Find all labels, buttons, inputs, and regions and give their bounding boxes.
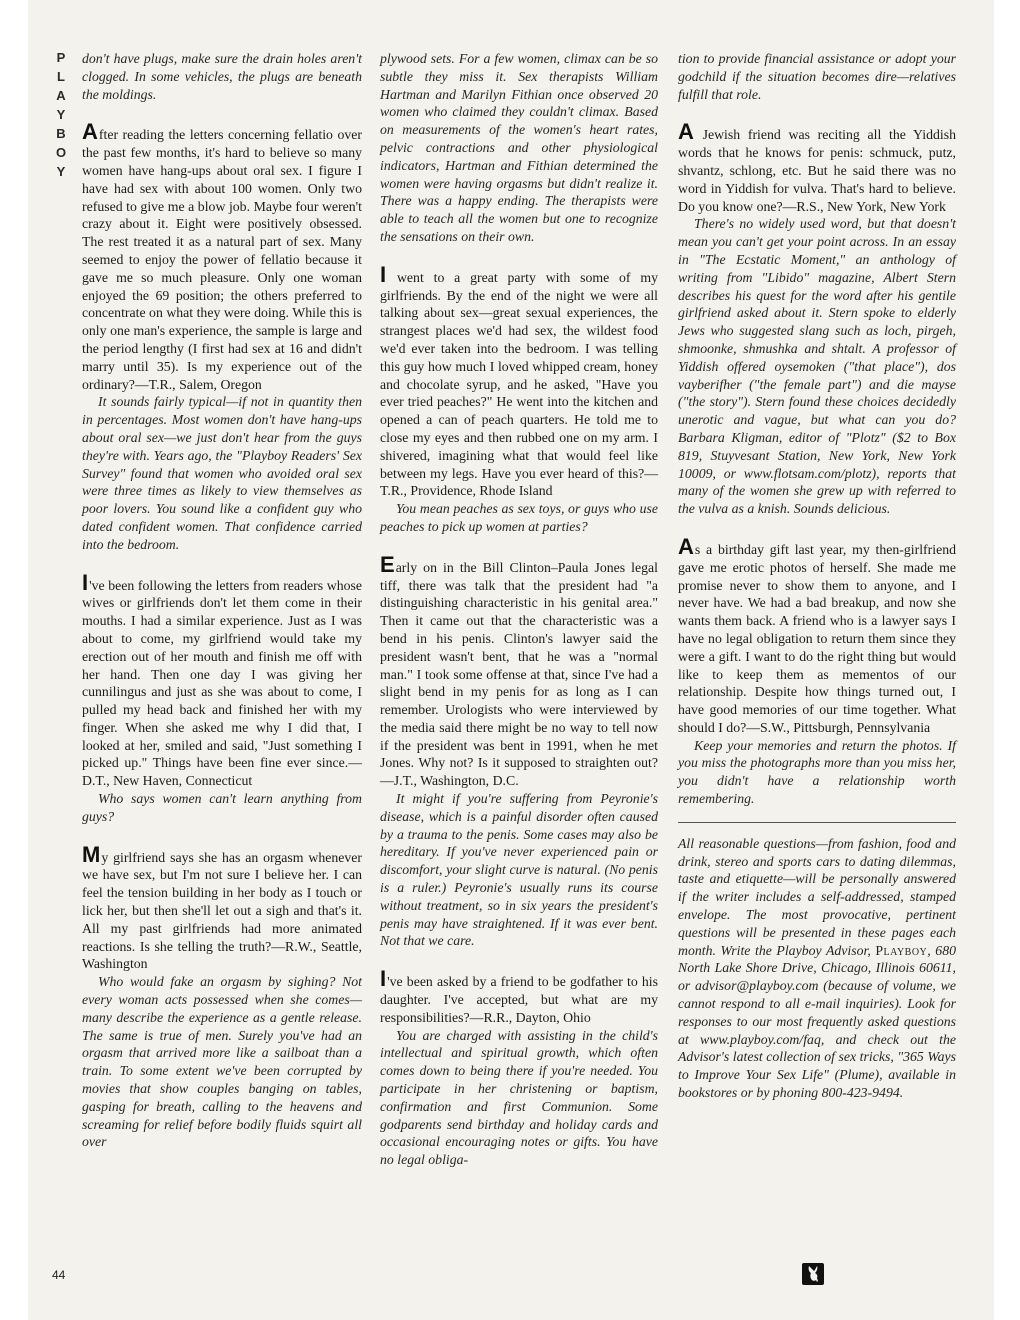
- advisor-answer: You are charged with assisting in the child's intellectual and spiritual growth, which often comes down to being there if you're needed. You participate in her christening or baptism, confirmation and first Communion. Some godparents send birthday and holiday cards and occasional encouraging notes or gifts. You have no legal obliga-: [380, 1027, 658, 1168]
- drop-cap: I: [380, 261, 387, 287]
- submission-text: , 680 North Lake Shore Drive, Chicago, Illinois 60611, or advisor@playboy.com (because of volume, we cannot respond to all e-mail inquiries). Look for responses to our most frequently asked questions at www.playboy.com/faq, and check out the Advisor's latest collection of sex tricks, "365 Ways to Improve Your Sex Life" (Plume), available in bookstores or by phoning 800-423-9494.: [678, 942, 956, 1101]
- drop-cap: I: [380, 966, 387, 992]
- column-3: [678, 50, 956, 1102]
- drop-cap: M: [82, 841, 101, 867]
- reader-letter: [82, 119, 362, 393]
- drop-cap: A: [82, 119, 98, 145]
- letter-text: y girlfriend says she has an orgasm whenever we have sex, but I'm not sure I believe her. I can feel the tension building in her body as I touch or lick her, but then she'll let out a sigh and that's it. All my past girlfriends had more animated reactions. Is she telling the truth?—R.W., Seattle, Washington: [82, 849, 362, 972]
- drop-cap: A: [678, 119, 694, 145]
- reader-letter: [380, 261, 658, 500]
- drop-cap: I: [82, 569, 89, 595]
- running-head-letter: P: [56, 50, 66, 65]
- letter-text: went to a great party with some of my girlfriends. By the end of the night we were all talking about sex—great sexual experiences, the strangest places we'd had sex, the wildest food we'd ever taken into the bedroom. I was telling this guy how much I loved whipped cream, honey and chocolate syrup, and he asked, "Have you ever tried peaches?" He went into the kitchen and opened a can of peach quarters. He told me to close my eyes and then rubbed one on my arm. I shivered, imagining what that would feel like between my legs. Have you ever heard of this?—T.R., Providence, Rhode Island: [380, 269, 658, 499]
- brand-name: Playboy: [875, 942, 928, 958]
- reader-letter: [678, 533, 956, 737]
- column-1: [82, 50, 362, 1151]
- running-head-letter: Y: [56, 107, 66, 122]
- letter-text: 've been following the letters from readers whose wives or girlfriends don't let them come in their mouths. I had a similar experience. Just as I was about to come, my girlfriend would take my erection out of her mouth and finish me off with her hand. Then one day I was giving her cunnilingus and just as she was about to come, I pulled my head back and finished her with my finger. When she asked me why I did that, I looked at her, smiled and said, "Just something I picked up." Things have been fine ever since.—D.T., New Haven, Connecticut: [82, 577, 362, 789]
- letter-text: 've been asked by a friend to be godfather to his daughter. I've accepted, but what are my responsibilities?—R.R., Dayton, Ohio: [380, 974, 658, 1025]
- letter-text: Jewish friend was reciting all the Yiddish words that he knows for penis: schmuck, putz, shvantz, schlong, etc. But he said there was no word in Yiddish for vulva. That's hard to believe. Do you know one?—R.S., New York, New York: [678, 127, 956, 214]
- drop-cap: E: [380, 551, 395, 577]
- reader-letter: [82, 569, 362, 791]
- advisor-answer: You mean peaches as sex toys, or guys who use peaches to pick up women at parties?: [380, 501, 658, 534]
- submission-note: [678, 835, 956, 1102]
- column-2: [380, 50, 658, 1169]
- running-head: [50, 48, 72, 181]
- rabbit-logo-icon: [802, 1263, 824, 1285]
- page-number: 44: [52, 1268, 66, 1282]
- reader-letter: [82, 841, 362, 974]
- reader-letter: [380, 966, 658, 1026]
- letter-text: fter reading the letters concerning fellatio over the past few months, it's hard to believe so many women have hang-ups about oral sex. I figure I have had sex with about 100 women. Only two refused to give me a blow job. Maybe four weren't crazy about it. Eight were positively obsessed. The rest treated it as a natural part of sex. Many seemed to enjoy the power of fellatio because it gave me so much pleasure. Only one woman enjoyed the 69 position; the others preferred to concentrate on what they were doing. While this is only one man's experience, the sample is large and the period lengthy (I first had sex at 16 and didn't marry until 35). Is my experience out of the ordinary?—T.R., Salem, Oregon: [82, 127, 362, 392]
- reader-letter: [380, 551, 658, 790]
- advisor-answer: Keep your memories and return the photos. If you miss the photographs more than you miss her, you didn't have a relationship worth remembering.: [678, 737, 956, 807]
- running-head-letter: B: [56, 126, 66, 141]
- letter-text: s a birthday gift last year, my then-girlfriend gave me erotic photos of herself. She made me promise never to show them to anyone, and I never have. We had a bad breakup, and now she wants them back. A friend who is a lawyer says I have no legal obligation to return them since they were a gift. I want to do the right thing but would like to keep them as mementos of our relationship. Despite how things turned out, I have good memories of our time together. What should I do?—S.W., Pittsburgh, Pennsylvania: [678, 541, 956, 735]
- advisor-answer: Who would fake an orgasm by sighing? Not every woman acts possessed when she comes—many describe the experience as a gentle release. The same is true of men. Surely you've had an orgasm that arrived more like a sailboat than a train. To some extent we've been corrupted by movies that show couples banging on tables, gasping for breath, calling to the heavens and screaming for relief before bodily fluids squirt all over: [82, 974, 362, 1150]
- advisor-answer: plywood sets. For a few women, climax can be so subtle they miss it. Sex therapists William Hartman and Marilyn Fithian once observed 20 women who claimed they couldn't climax. Based on measurements of the women's heart rates, pelvic contractions and other physiological indicators, Hartman and Fithian determined the women were having orgasms but didn't realize it. There was a happy ending. The therapists were able to teach all the women but one to recognize the sensations on their own.: [380, 51, 658, 244]
- running-head-letter: Y: [56, 164, 66, 179]
- running-head-letter: L: [57, 69, 65, 84]
- advisor-answer: It might if you're suffering from Peyronie's disease, which is a painful disorder often caused by a trauma to the penis. Some cases may also be hereditary. If you've never experienced pain or discomfort, your slight curve is natural. (No penis is a ruler.) Peyronie's usually runs its course without treatment, so in six years the president's penis may have straightened. If it was ever bent. Not that we care.: [380, 791, 658, 949]
- drop-cap: A: [678, 533, 694, 559]
- running-head-letter: A: [56, 88, 66, 103]
- advisor-answer: There's no widely used word, but that doesn't mean you can't get your point across. In an essay in "The Ecstatic Moment," an anthology of writing from "Libido" magazine, Albert Stern describes his quest for the word after his gentile girlfriend asked about it. Stern spoke to elderly Jews who suggested slang such as loch, pirgeh, shmoonke, shmushka and shtalt. A professor of Yiddish offered oysemoken ("that place"), dos vayberifher ("the female part") and die mayse ("the story"). Stern found these choices decidedly unerotic and vague, but what can you do? Barbara Kligman, editor of "Plotz" ($2 to Box 819, Stuyvesant Station, New York, New York 10009, or www.flotsam.com/plotz), reports that many of the women she grew up with referred to the vulva as a knish. Sounds delicious.: [678, 216, 956, 517]
- running-head-letter: O: [55, 145, 67, 160]
- advisor-answer: Who says women can't learn anything from guys?: [82, 791, 362, 824]
- advisor-answer: don't have plugs, make sure the drain holes aren't clogged. In some vehicles, the plugs are beneath the moldings.: [82, 51, 362, 102]
- advisor-answer: It sounds fairly typical—if not in quantity then in percentages. Most women don't have hang-ups about oral sex—we just don't hear from the guys they're with. Years ago, the "Playboy Readers' Sex Survey" found that women who avoided oral sex were three times as likely to view themselves as poor lovers. You sound like a confident guy who dated confident women. That confidence carried into the bedroom.: [82, 394, 362, 552]
- section-divider: [678, 822, 956, 823]
- advisor-answer: tion to provide financial assistance or adopt your godchild if the situation becomes dire—relatives fulfill that role.: [678, 51, 956, 102]
- submission-text: All reasonable questions—from fashion, food and drink, stereo and sports cars to dating dilemmas, taste and etiquette—will be personally answered if the writer includes a self-addressed, stamped envelope. The most provocative, pertinent questions will be presented in these pages each month. Write the Playboy Advisor,: [678, 835, 956, 958]
- reader-letter: [678, 119, 956, 215]
- letter-text: arly on in the Bill Clinton–Paula Jones legal tiff, there was talk that the president had "a distinguishing characteristic in his genital area." Then it came out that the characteristic was a bend in his penis. Clinton's lawyer said the president wasn't bent, that he was a "normal man." I took some offense at that, since I've had a slight bend in my penis for as long as I can remember. Urologists who were interviewed by the media said there might be no way to tell now if the president was bent in 1991, when he met Jones. Why not? Is it supposed to straighten out?—J.T., Washington, D.C.: [380, 559, 658, 789]
